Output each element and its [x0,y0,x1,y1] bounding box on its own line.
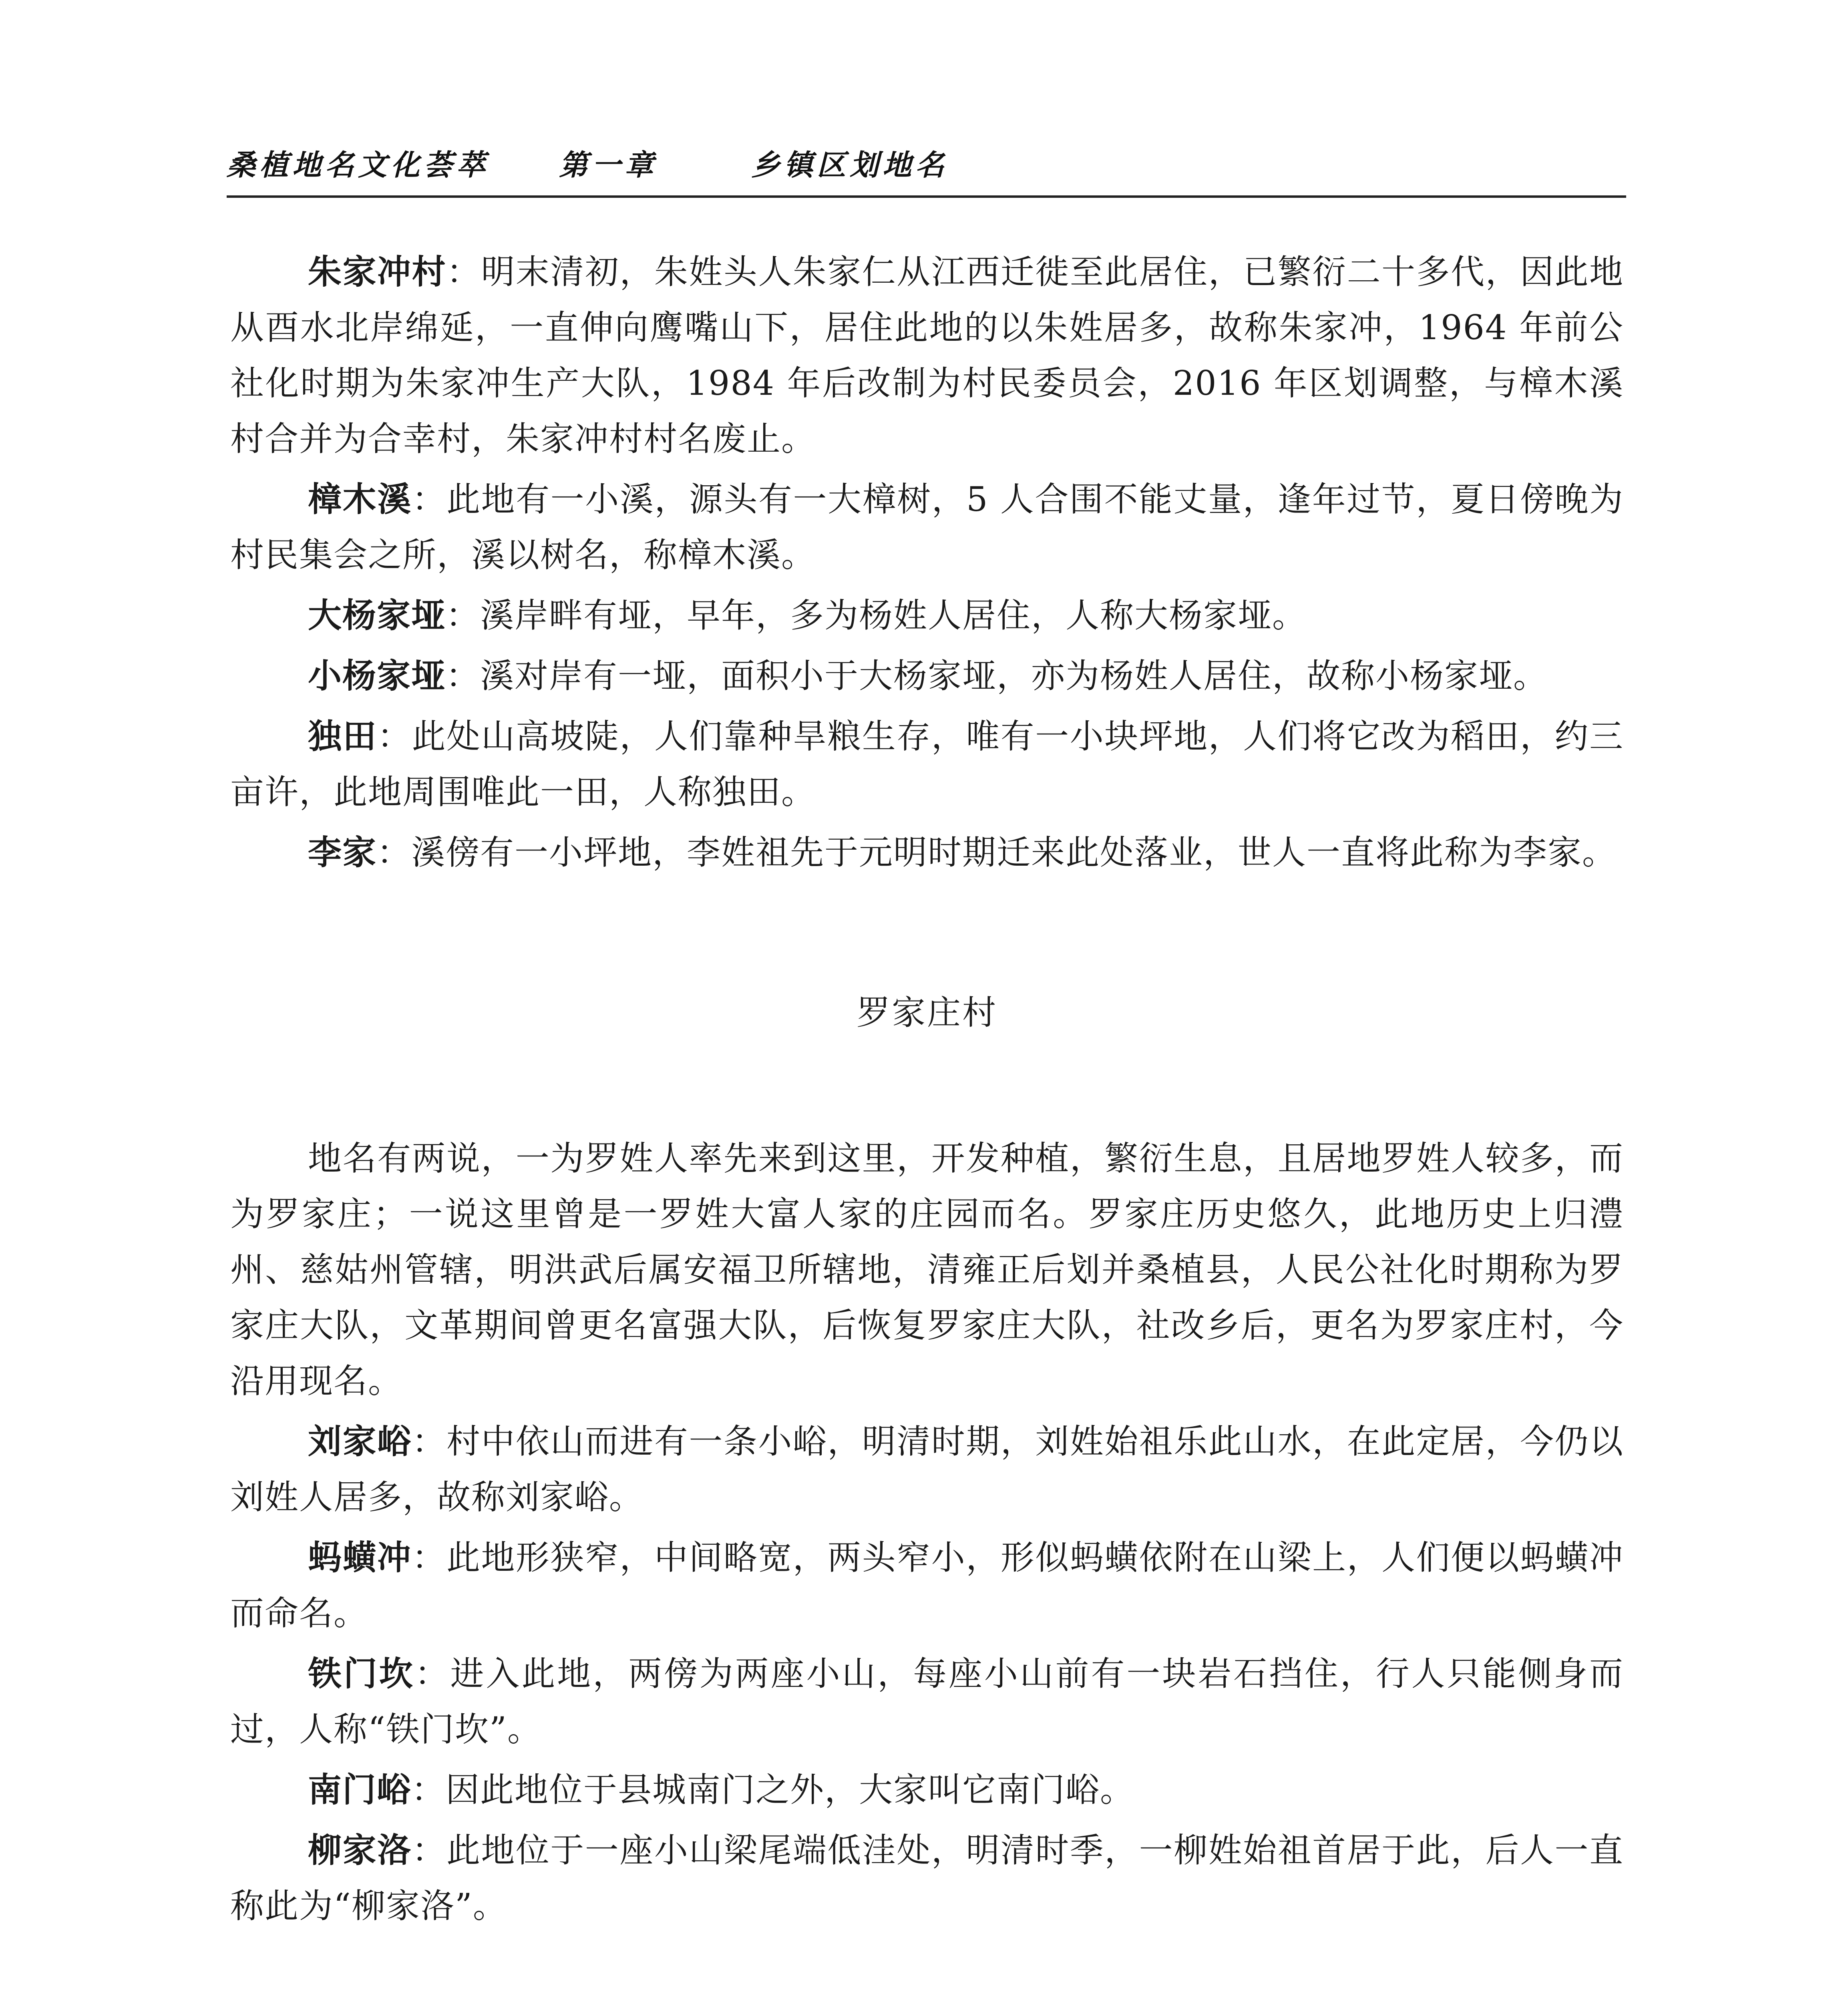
entry-term: 小杨家垭 [308,656,446,695]
entry-paragraph [230,1530,1624,1641]
entry-paragraph [230,825,1624,880]
entry-term: 朱家冲村 [308,252,446,291]
entry-text: ：此地形狭窄，中间略宽，两头窄小，形似蚂蟥依附在山梁上，人们便以蚂蟥冲而命名。 [230,1538,1624,1633]
entry-text: ：进入此地，两傍为两座小山，每座小山前有一块岩石挡住，行人只能侧身而过，人称“铁门坎”。 [230,1654,1624,1749]
page-body [230,244,1624,1939]
entry-text: ：此地位于一座小山梁尾端低洼处，明清时季，一柳姓始祖首居于此，后人一直称此为“柳家洛”。 [230,1831,1624,1926]
entry-paragraph [230,1646,1624,1757]
header-chapter: 第一章 [559,148,658,182]
header-section: 乡镇区划地名 [751,148,949,182]
entry-text: ：溪对岸有一垭，面积小于大杨家垭，亦为杨姓人居住，故称小杨家垭。 [446,656,1548,695]
running-header [227,149,1626,181]
entry-term: 蚂蟥冲 [308,1538,412,1577]
entry-text: ：明末清初，朱姓头人朱家仁从江西迁徙至此居住，已繁衍二十多代，因此地从酉水北岸绵延，一直伸向鹰嘴山下，居住此地的以朱姓居多，故称朱家冲，1964 年前公社化时期为朱家冲生产大队，1984 年后改制为村民委员会，2016 年区划调整，与樟木溪村合并为合幸村，朱家冲村村名废止。 [230,252,1624,458]
entry-term: 柳家洛 [308,1831,412,1870]
intro-paragraph: 地名有两说，一为罗姓人率先来到这里，开发种植，繁衍生息，且居地罗姓人较多，而为罗家庄；一说这里曾是一罗姓大富人家的庄园而名。罗家庄历史悠久，此地历史上归澧州、慈姑州管辖，明洪武后属安福卫所辖地，清雍正后划并桑植县，人民公社化时期称为罗家庄大队，文革期间曾更名富强大队，后恢复罗家庄大队，社改乡后，更名为罗家庄村，今沿用现名。 [230,1139,1624,1401]
entry-paragraph [230,1414,1624,1525]
entry-term: 刘家峪 [308,1422,412,1461]
entry-term: 大杨家垭 [308,596,446,635]
entry-paragraph [230,244,1624,467]
entry-text: ：此地有一小溪，源头有一大樟树，5 人合围不能丈量，逢年过节，夏日傍晚为村民集会之所，溪以树名，称樟木溪。 [230,480,1624,575]
entry-text: ：此处山高坡陡，人们靠种旱粮生存，唯有一小块坪地，人们将它改为稻田，约三亩许，此地周围唯此一田，人称独田。 [230,717,1624,812]
entry-paragraph [230,1823,1624,1934]
header-book-title: 桑植地名文化荟萃 [227,148,490,182]
entry-term: 樟木溪 [308,480,412,519]
entry-text: ：村中依山而进有一条小峪，明清时期，刘姓始祖乐此山水，在此定居，今仍以刘姓人居多，故称刘家峪。 [230,1422,1624,1517]
entry-paragraph [230,472,1624,583]
entry-term: 李家 [308,833,377,872]
entry-paragraph [230,588,1624,643]
entry-paragraph [230,709,1624,820]
entry-term: 南门峪 [308,1770,412,1809]
entry-text: ：因此地位于县城南门之外，大家叫它南门峪。 [411,1770,1135,1809]
entry-text: ：溪岸畔有垭，早年，多为杨姓人居住，人称大杨家垭。 [446,596,1307,635]
entry-paragraph [230,1762,1624,1818]
header-divider [227,195,1626,198]
entry-term: 铁门坎 [308,1654,415,1693]
section-title: 罗家庄村 [856,993,997,1032]
entry-term: 独田 [308,717,377,756]
entry-paragraph [230,648,1624,704]
entry-text: ：溪傍有一小坪地，李姓祖先于元明时期迁来此处落业，世人一直将此称为李家。 [377,833,1617,872]
